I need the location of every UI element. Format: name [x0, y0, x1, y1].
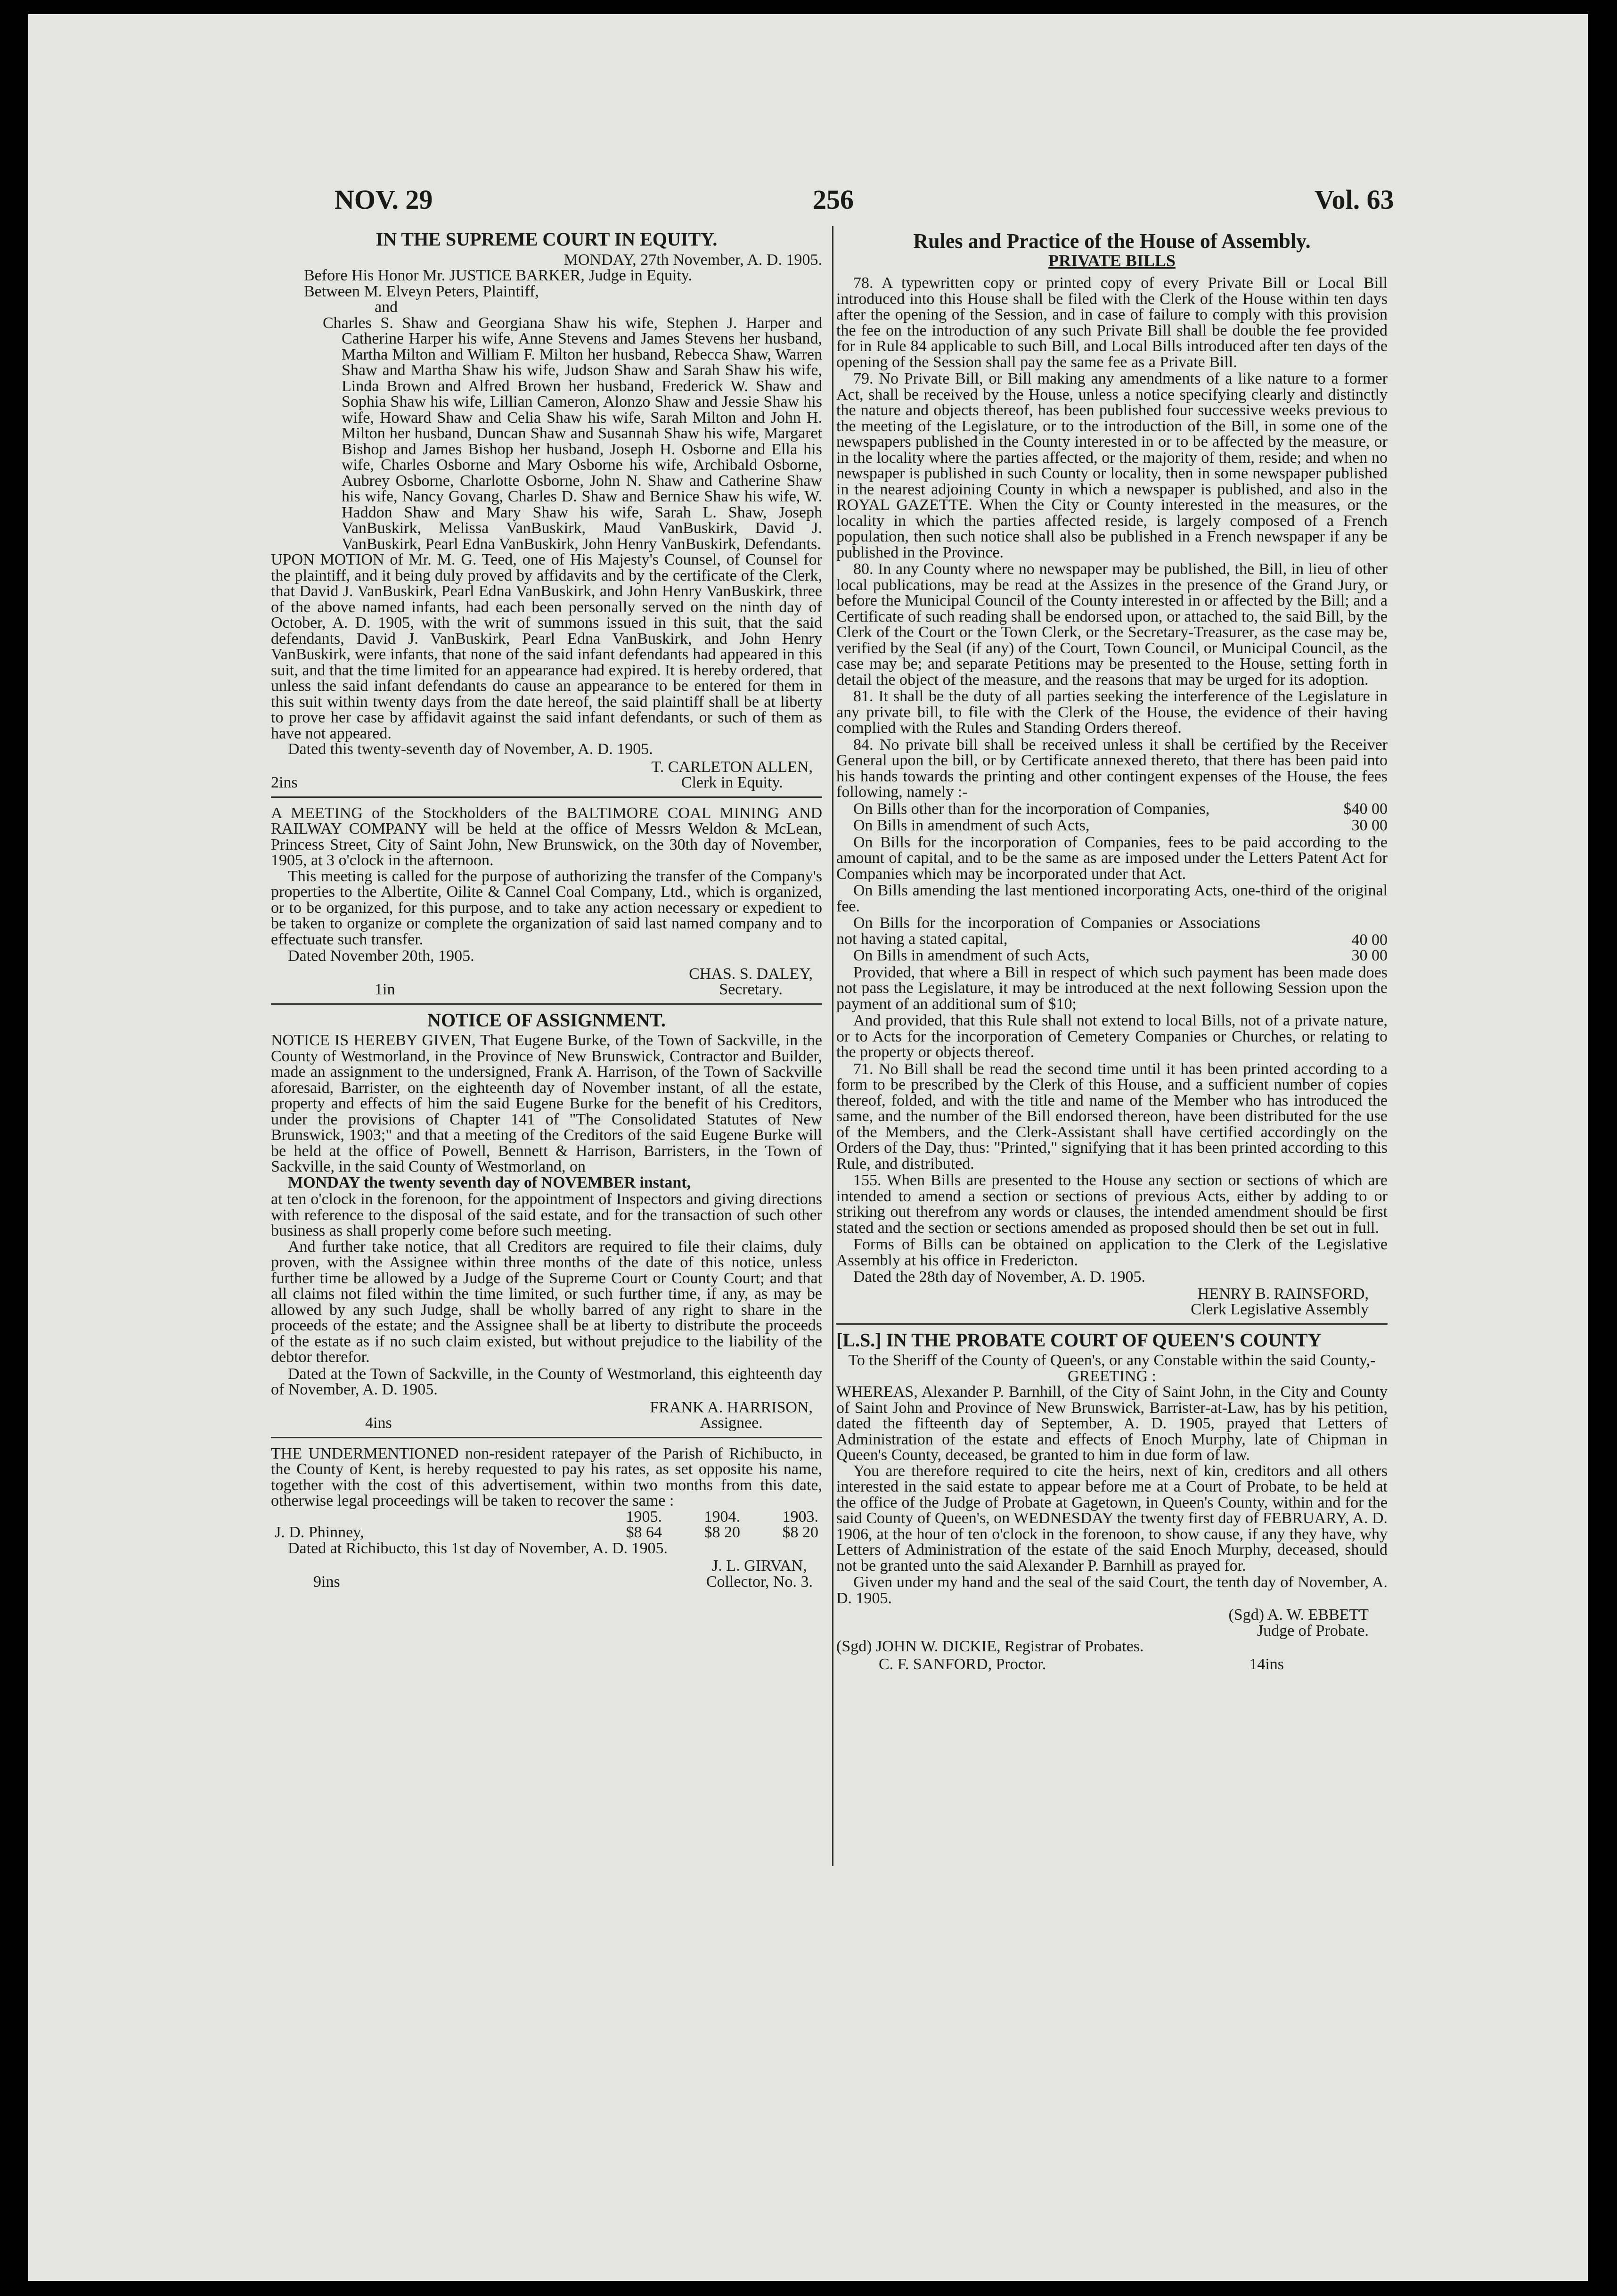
supreme-court-before: Before His Honor Mr. JUSTICE BARKER, Judge in Equity.	[304, 267, 693, 284]
rule-79: 79. No Private Bill, or Bill making any amendments of a like nature to a former Act, shall be received by the House, unless a notice specifying clearly and distinctly the nature and objects thereof, has been published four successive weeks previous to the meeting of the Legislature, or to the introduction of the Bill, in some one of the newspapers published in the County interested in or to be affected by the measure, or in the locality where the parties affected, or the majority of them, reside; and when no newspaper is published in such County or locality, then in some newspaper published in the nearest adjoining County in which a newspaper is published, and also in the ROYAL GAZETTE. When the City or County interested in the measures, or the locality in which the parties affected reside, is largely composed of a French population, then such notice shall also be published in a French newspaper if any be published in the Province.	[836, 370, 1388, 561]
insertion-count: 14ins	[1249, 1655, 1284, 1673]
rule-155: 155. When Bills are presented to the House any section or sections of which are intended to amend a section or sections of previous Acts, either by adding to or striking out therefrom any words or clauses, the intended amendment should be first stated and the section or sections amended as proposed should then be set out in full.	[836, 1172, 1388, 1237]
supreme-court-between: Between M. Elveyn Peters, Plaintiff,	[304, 282, 539, 300]
assignment-dated: Dated at the Town of Sackville, in the County of Westmorland, this eighteenth day of November, A. D. 1905.	[271, 1365, 822, 1398]
rule-81: 81. It shall be the duty of all parties seeking the interference of the Legislature in any private bill, to file with the Clerk of the House, the evidence of their having complied with the Rules and Standing Orders thereof.	[836, 688, 1388, 737]
ratepayer-name: J. D. Phinney,	[275, 1524, 364, 1541]
judge-name: (Sgd) A. W. EBBETT	[1228, 1606, 1369, 1624]
probate-to: To the Sheriff of the County of Queen's, or any Constable within the said County,-GREETING :	[848, 1352, 1376, 1385]
stockholders-meeting-notice	[271, 805, 822, 998]
supreme-court-defendants: Charles S. Shaw and Georgiana Shaw his wife, Stephen J. Harper and Catherine Harper his wife, Anne Stevens and James Stevens her husband, Martha Milton and William F. Milton her husband, Rebecca Shaw, Warren Shaw and Martha Shaw his wife, Judson Shaw and Sarah Shaw his wife, Linda Brown and Alfred Brown her husband, Frederick W. Shaw and Sophia Shaw his wife, Lillian Cameron, Alonzo Shaw and Jessie Shaw his wife, Howard Shaw and Celia Shaw his wife, Sarah Milton and John H. Milton her husband, Duncan Shaw and Susannah Shaw his wife, Margaret Bishop and James Bishop her husband, Joseph H. Osborne and Ella his wife, Charles Osborne and Mary Osborne his wife, Archibald Osborne, Aubrey Osborne, Charlotte Osborne, John N. Shaw and Catherine Shaw his wife, Nancy Govang, Charles D. Shaw and Bernice Shaw his wife, W. Haddon Shaw and Mary Shaw his wife, Sarah L. Shaw, Joseph VanBuskirk, Melissa VanBuskirk, Maud VanBuskirk, David J. VanBuskirk, Pearl Edna VanBuskirk, John Henry VanBuskirk, Defendants.	[323, 314, 822, 553]
probate-registrar: (Sgd) JOHN W. DICKIE, Registrar of Probates.	[836, 1638, 1144, 1655]
assignment-monday: MONDAY the twenty seventh day of NOVEMBER instant,	[288, 1173, 691, 1191]
meeting-signature	[271, 966, 822, 998]
fee-line	[836, 801, 1388, 818]
fee-line	[836, 818, 1388, 835]
meeting-body: A MEETING of the Stockholders of the BALTIMORE COAL MINING AND RAILWAY COMPANY will be held at the office of Messrs Weldon & McLean, Princess Street, City of Saint John, New Brunswick, on the 30th day of November, 1905, at 3 o'clock in the afternoon.	[271, 804, 822, 869]
insertion-count: 2ins	[271, 774, 298, 791]
fee-amending: On Bills amending the last mentioned incorporating Acts, one-third of the original fee.	[836, 882, 1388, 915]
probate-proctor: C. F. SANFORD, Proctor.	[879, 1655, 1046, 1673]
fee-amount: 30 00	[1351, 817, 1388, 834]
fee-label: On Bills in amendment of such Acts,	[853, 817, 1090, 834]
rule-78: 78. A typewritten copy or printed copy of every Private Bill or Local Bill introduced into this House shall be filed with the Clerk of the House within ten days after the opening of the Session, and in case of failure to comply with this provision the fee on the introduction of any such Private Bill shall be double the fee provided for in Rule 84 applicable to such Bill, and Local Bills introduced after ten days of the opening of the Session shall pay the same fee as a Private Bill.	[836, 274, 1388, 371]
signer-title: Secretary.	[719, 981, 783, 998]
signer-name: T. CARLETON ALLEN,	[651, 758, 813, 776]
assignment-body: NOTICE IS HEREBY GIVEN, That Eugene Burke, of the Town of Sackville, in the County of Westmorland, in the Province of New Brunswick, Contractor and Builder, made an assignment to the undersigned, Frank A. Harrison, of the Town of Sackville aforesaid, Barrister, on the eighteenth day of November instant, of all the estate, property and effects of him the said Eugene Burke for the benefit of his Creditors, under the provisions of Chapter 141 of "The Consolidated Statutes of New Brunswick, 1903;" and that a meeting of the Creditors of the said Eugene Burke will be held at the office of Powell, Bennett & Harrison, Barristers, in the Town of Sackville, in the said County of Westmorland, on	[271, 1032, 822, 1175]
ratepayer-notice	[271, 1446, 822, 1590]
judge-title: Judge of Probate.	[1257, 1622, 1369, 1640]
rates-table	[271, 1509, 822, 1541]
fee-label: On Bills other than for the incorporation of Companies,	[853, 800, 1210, 818]
rates-header-row	[271, 1509, 822, 1525]
signer-title: Clerk Legislative Assembly	[1191, 1301, 1369, 1318]
signer-title: Assignee.	[700, 1414, 763, 1432]
probate-notice	[836, 1329, 1388, 1673]
rate-year: 1903.	[782, 1508, 818, 1525]
right-column	[836, 229, 1388, 1685]
rules-provided-2: And provided, that this Rule shall not extend to local Bills, not of a private nature, or to Acts for the incorporation of Cemetery Companies or Churches, or relating to the property or objects thereof.	[836, 1012, 1388, 1061]
signer-title: Collector, No. 3.	[706, 1573, 813, 1591]
rules-section	[836, 230, 1388, 1318]
gazette-page	[28, 14, 1588, 2281]
fee-amount: 40 00	[1351, 931, 1388, 949]
rules-title: Rules and Practice of the House of Assembly.	[913, 230, 1311, 253]
rate-amount: $8 20	[704, 1524, 740, 1541]
rates-row	[271, 1525, 822, 1541]
insertion-count: 1in	[375, 981, 395, 998]
supreme-court-title: IN THE SUPREME COURT IN EQUITY.	[376, 229, 718, 250]
column-divider	[832, 226, 833, 1866]
probate-body: WHEREAS, Alexander P. Barnhill, of the City of Saint John, in the City and County of Saint John and Province of New Brunswick, Barrister-at-Law, has by his petition, dated the fifteenth day of September, A. D. 1905, prayed that Letters of Administration of the estate and effects of Enoch Murphy, late of Chipman in Queen's County, deceased, be granted to him in due form of law.	[836, 1383, 1388, 1464]
rules-provided: Provided, that where a Bill in respect of which such payment has been made does not pass the Legislature, it may be introduced at the next following Session upon the payment of an additional sum of $10;	[836, 963, 1388, 1013]
supreme-court-dated: Dated this twenty-seventh day of November, A. D. 1905.	[288, 740, 653, 758]
probate-judge-signature	[836, 1607, 1388, 1639]
probate-body-2: You are therefore required to cite the heirs, next of kin, creditors and all others interested in the said estate to appear before me at a Court of Probate, to be held at the office of the Judge of Probate at Gagetown, in Queen's County, within and for the said County of Queen's, on WEDNESDAY the twenty first day of FEBRUARY, A. D. 1906, at the hour of ten o'clock in the forenoon, to show cause, if any they have, why Letters of Administration of the estate of the said Enoch Murphy, deceased, should not be granted unto the said Alexander P. Barnhill as prayed for.	[836, 1462, 1388, 1574]
page-number: 256	[813, 184, 854, 215]
fee-amount: $40 00	[1343, 800, 1388, 818]
assignment-title: NOTICE OF ASSIGNMENT.	[427, 1009, 666, 1031]
assignment-notice	[271, 1009, 822, 1432]
signer-title: Clerk in Equity.	[681, 774, 783, 791]
meeting-purpose: This meeting is called for the purpose of authorizing the transfer of the Company's properties to the Albertite, Oilite & Cannel Coal Company, Ltd., which is organized, or to be organized, for this purpose, and to take any action necessary or expedient to be taken to organize or complete the organization of said last named company and to effectuate such transfer.	[271, 867, 822, 948]
signer-name: HENRY B. RAINSFORD,	[1197, 1285, 1369, 1303]
section-divider	[836, 1323, 1388, 1325]
fee-incorporation: On Bills for the incorporation of Companies, fees to be paid according to the amount of capital, and to be the same as are imposed under the Letters Patent Act for Companies which may be incorporated under that Act.	[836, 833, 1388, 883]
ratepayer-body: THE UNDERMENTIONED non-resident ratepayer of the Parish of Richibucto, in the County of Kent, is hereby requested to pay his rates, as set opposite his name, together with the cost of this advertisement, within two months from this date, otherwise legal proceedings will be taken to recover the same :	[271, 1444, 822, 1509]
issue-date: NOV. 29	[335, 184, 433, 215]
ratepayer-signature	[271, 1558, 822, 1590]
volume-number: Vol. 63	[1315, 184, 1394, 215]
rate-amount: $8 20	[782, 1524, 818, 1541]
left-column	[271, 229, 822, 2109]
supreme-court-notice	[271, 231, 822, 791]
signer-name: FRANK A. HARRISON,	[650, 1398, 813, 1416]
assignment-body-2: at ten o'clock in the forenoon, for the appointment of Inspectors and giving directions with reference to the disposal of the said estate, and for the transaction of such other business as shall properly come before such meeting.	[271, 1190, 822, 1239]
section-divider	[271, 1437, 822, 1438]
supreme-court-body: UPON MOTION of Mr. M. G. Teed, one of His Majesty's Counsel, of Counsel for the plaintiff, and it being duly proved by affidavits and by the certificate of the Clerk, that David J. VanBuskirk, Pearl Edna VanBuskirk, and John Henry VanBuskirk, three of the above named infants, had each been personally served on the ninth day of October, A. D. 1905, with the writ of summons issued in this suit, that the said defendants, David J. VanBuskirk, Pearl Edna VanBuskirk, and John Henry VanBuskirk, were infants, that none of the said infant defendants had appeared in this suit, and that the time limited for an appearance had expired. It is hereby ordered, that unless the said infant defendants do cause an appearance to be entered for them in this suit within twenty days from the date hereof, the said plaintiff shall be at liberty to prove her case by affidavit against the said infant defendants, or such of them as have not appeared.	[271, 551, 822, 742]
fee-line	[836, 948, 1388, 965]
fee-label: On Bills in amendment of such Acts,	[853, 947, 1090, 964]
supreme-court-signature	[271, 759, 822, 791]
fee-amount: 30 00	[1351, 947, 1388, 964]
assignment-body-3: And further take notice, that all Creditors are required to file their claims, duly proven, with the Assignee within three months of the date of this notice, unless further time be allowed by a Judge of the Supreme Court or County Court; and that all claims not filed within the time limited, or such further time, if any, as may be allowed by any such Judge, shall be wholly barred of any right to share in the proceeds of the estate; and the Assignee shall be at liberty to distribute the proceeds of the estate as if no such claim existed, but without prejudice to the liability of the debtor therefor.	[271, 1238, 822, 1366]
page-header	[306, 184, 1437, 221]
rate-amount: $8 64	[626, 1524, 662, 1541]
rule-71: 71. No Bill shall be read the second time until it has been printed according to a form to be prescribed by the Clerk of this House, and a sufficient number of copies thereof, folded, and with the title and name of the Member who has introduced the same, and the number of the Bill endorsed thereon, have been distributed for the use of the Members, and the Clerk-Assistant shall have certified accordingly on the Orders of the Day, thus: "Printed," signifying that it has been printed according to this Rule, and distributed.	[836, 1060, 1388, 1173]
signer-name: CHAS. S. DALEY,	[689, 965, 813, 983]
rule-80: 80. In any County where no newspaper may be published, the Bill, in lieu of other local publications, may be read at the Assizes in the presence of the Grand Jury, or before the Municipal Council of the County interested in or affected by the Bill; and a Certificate of such reading shall be endorsed upon, or attached to, the said Bill, by the Clerk of the Court or the Town Clerk, or the Secretary-Treasurer, as the case may be, verified by the Seal (if any) of the Court, Town Council, or Municipal Council, as the case may be; and separate Petitions may be presented to the House, setting forth in detail the object of the measure, and the reasons that may be urged for its adoption.	[836, 560, 1388, 689]
rules-forms: Forms of Bills can be obtained on application to the Clerk of the Legislative Assembly at his office in Fredericton.	[836, 1236, 1388, 1269]
rule-84: 84. No private bill shall be received unless it shall be certified by the Receiver General upon the bill, or by Certificate annexed thereto, that there has been paid into his hands towards the printing and other contingent expenses of the House, the fees following, namely :-	[836, 736, 1388, 801]
rate-year: 1904.	[704, 1508, 740, 1525]
section-divider	[271, 1003, 822, 1005]
rules-signature	[836, 1286, 1388, 1318]
rate-year: 1905.	[626, 1508, 662, 1525]
assignment-signature	[271, 1400, 822, 1431]
rules-subtitle: PRIVATE BILLS	[1048, 251, 1176, 270]
probate-title: [L.S.] IN THE PROBATE COURT OF QUEEN'S COUNTY	[836, 1329, 1322, 1351]
supreme-court-and: and	[375, 298, 398, 316]
rules-dated: Dated the 28th day of November, A. D. 1905.	[853, 1268, 1145, 1286]
fee-label: On Bills for the incorporation of Companies or Associations not having a stated capital,	[836, 914, 1260, 948]
signer-name: J. L. GIRVAN,	[712, 1557, 807, 1574]
ratepayer-dated: Dated at Richibucto, this 1st day of November, A. D. 1905.	[288, 1539, 668, 1557]
section-divider	[271, 796, 822, 798]
meeting-dated: Dated November 20th, 1905.	[288, 947, 474, 965]
probate-proctor-line	[836, 1656, 1388, 1673]
supreme-court-date: MONDAY, 27th November, A. D. 1905.	[564, 251, 822, 269]
probate-given: Given under my hand and the seal of the said Court, the tenth day of November, A. D. 1905.	[836, 1574, 1388, 1607]
insertion-count: 9ins	[313, 1573, 340, 1591]
insertion-count: 4ins	[365, 1414, 392, 1432]
fee-line	[836, 915, 1388, 948]
